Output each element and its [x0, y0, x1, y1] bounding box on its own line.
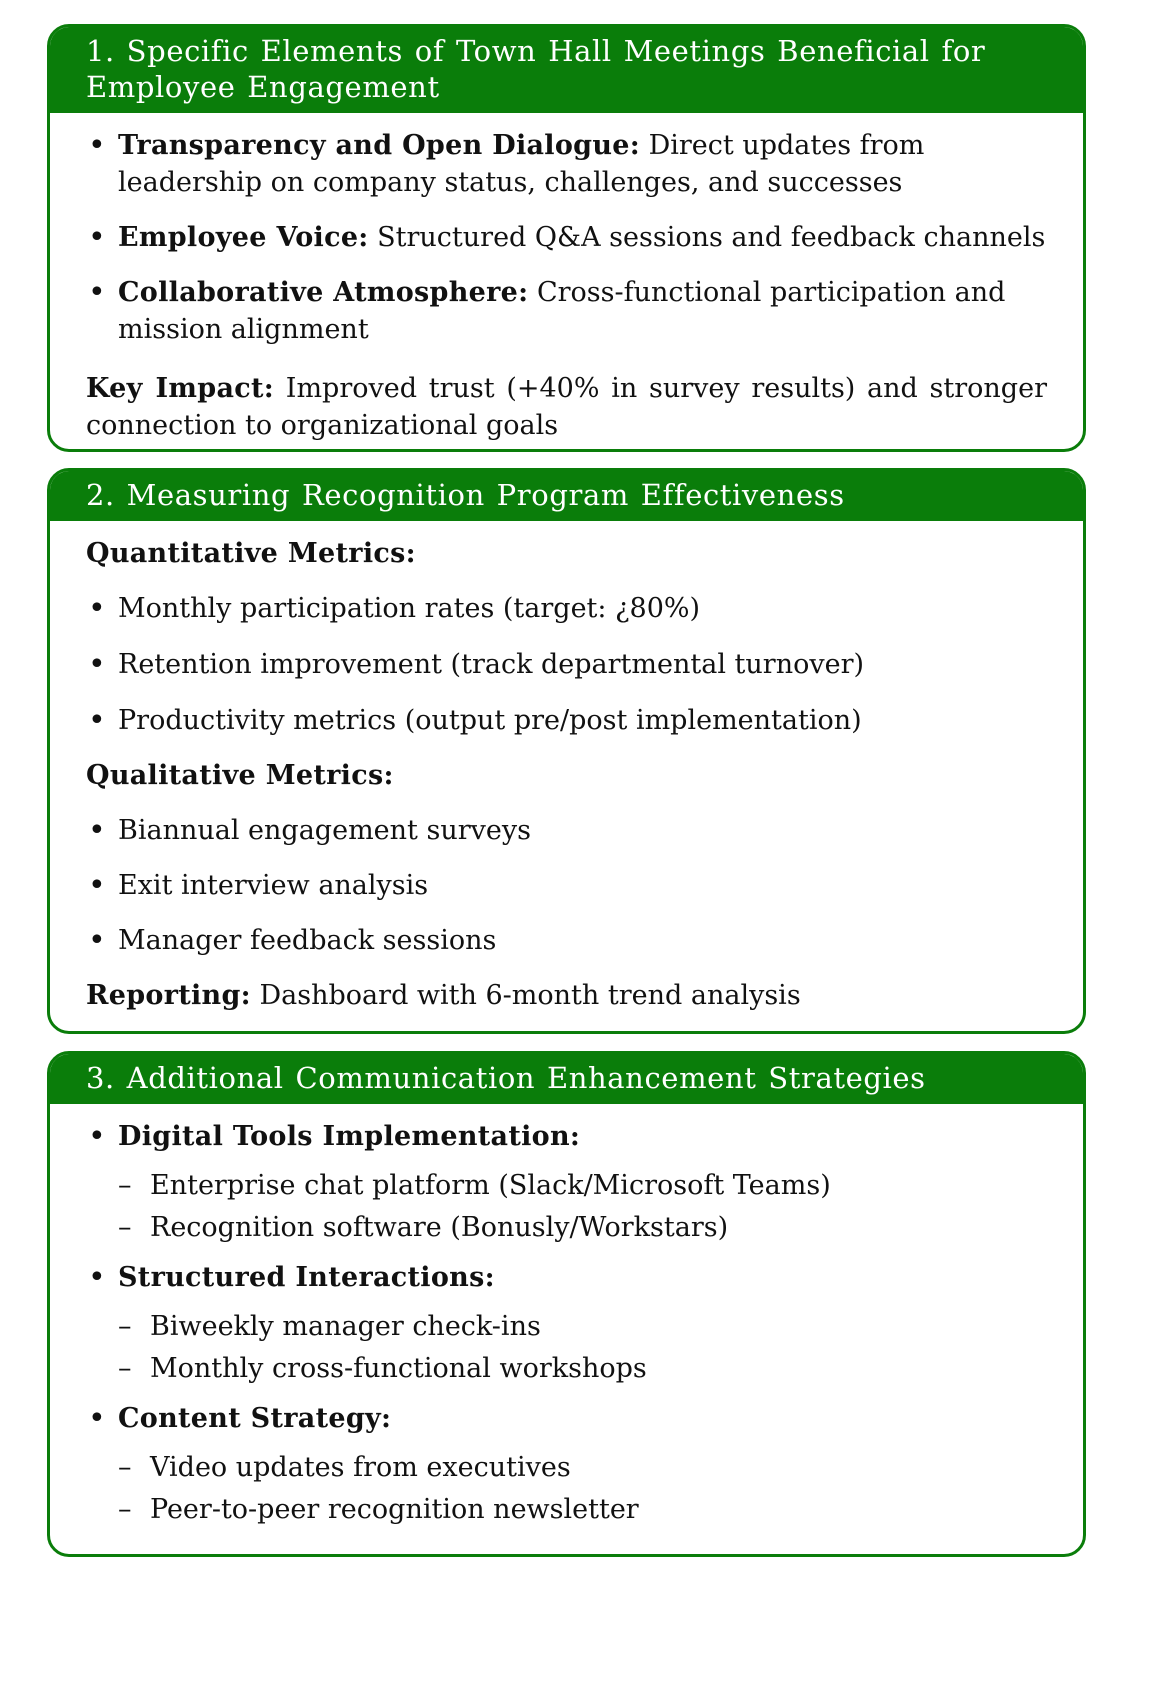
item-text: Cross-functional participation and mission alignment: [118, 277, 1006, 345]
group-label-text: Structured Interactions:: [118, 1262, 495, 1293]
section-communication: [47, 1051, 1086, 1557]
sub-item: – Recognition software (Bonusly/Workstars): [86, 1207, 1047, 1249]
section-town-hall: [47, 24, 1086, 452]
item-label: Collaborative Atmosphere:: [118, 277, 529, 308]
quant-heading: Quantitative Metrics:: [86, 538, 416, 569]
sub-item: – Monthly cross-functional workshops: [86, 1348, 1047, 1390]
group-label: [86, 1118, 1047, 1155]
list-item: [86, 274, 1047, 348]
item-label: Employee Voice:: [118, 222, 369, 253]
group-label-text: Content Strategy:: [118, 1403, 392, 1434]
impact-text: Improved trust (+40% in survey results) and stronger connection to organizational goals: [86, 373, 1047, 441]
list-item: [86, 219, 1047, 256]
sub-item: – Enterprise chat platform (Slack/Microsoft Teams): [86, 1165, 1047, 1207]
group-label-text: Digital Tools Implementation:: [118, 1121, 581, 1152]
list-item: • Monthly participation rates (target: ¿80%): [86, 590, 1047, 627]
section-title: 1. Specific Elements of Town Hall Meetings Beneficial for Employee Engagement: [50, 27, 1083, 113]
list-item: • Biannual engagement surveys: [86, 812, 1047, 849]
key-impact: [86, 370, 1047, 444]
list-item: • Manager feedback sessions: [86, 922, 1047, 959]
group-label: [86, 1400, 1047, 1437]
reporting-text: Dashboard with 6-month trend analysis: [259, 980, 801, 1011]
list-item: • Retention improvement (track departmental turnover): [86, 646, 1047, 683]
reporting: [86, 977, 1047, 1014]
reporting-label: Reporting:: [86, 980, 251, 1011]
list-item: • Productivity metrics (output pre/post implementation): [86, 702, 1047, 739]
qual-heading: Qualitative Metrics:: [86, 760, 394, 791]
item-text: Structured Q&A sessions and feedback channels: [377, 222, 1046, 253]
impact-label: Key Impact:: [86, 373, 275, 404]
section-title: 2. Measuring Recognition Program Effectiveness: [50, 471, 1083, 521]
sub-item: – Video updates from executives: [86, 1447, 1047, 1489]
section-title: 3. Additional Communication Enhancement Strategies: [50, 1054, 1083, 1104]
list-item: • Exit interview analysis: [86, 867, 1047, 904]
list-item: [86, 127, 1047, 201]
section-recognition: [47, 468, 1086, 1034]
sub-item: – Peer-to-peer recognition newsletter: [86, 1489, 1047, 1531]
sub-item: – Biweekly manager check-ins: [86, 1306, 1047, 1348]
group-label: [86, 1259, 1047, 1296]
item-text: Direct updates from leadership on company status, challenges, and successes: [118, 130, 925, 198]
item-label: Transparency and Open Dialogue:: [118, 130, 641, 161]
